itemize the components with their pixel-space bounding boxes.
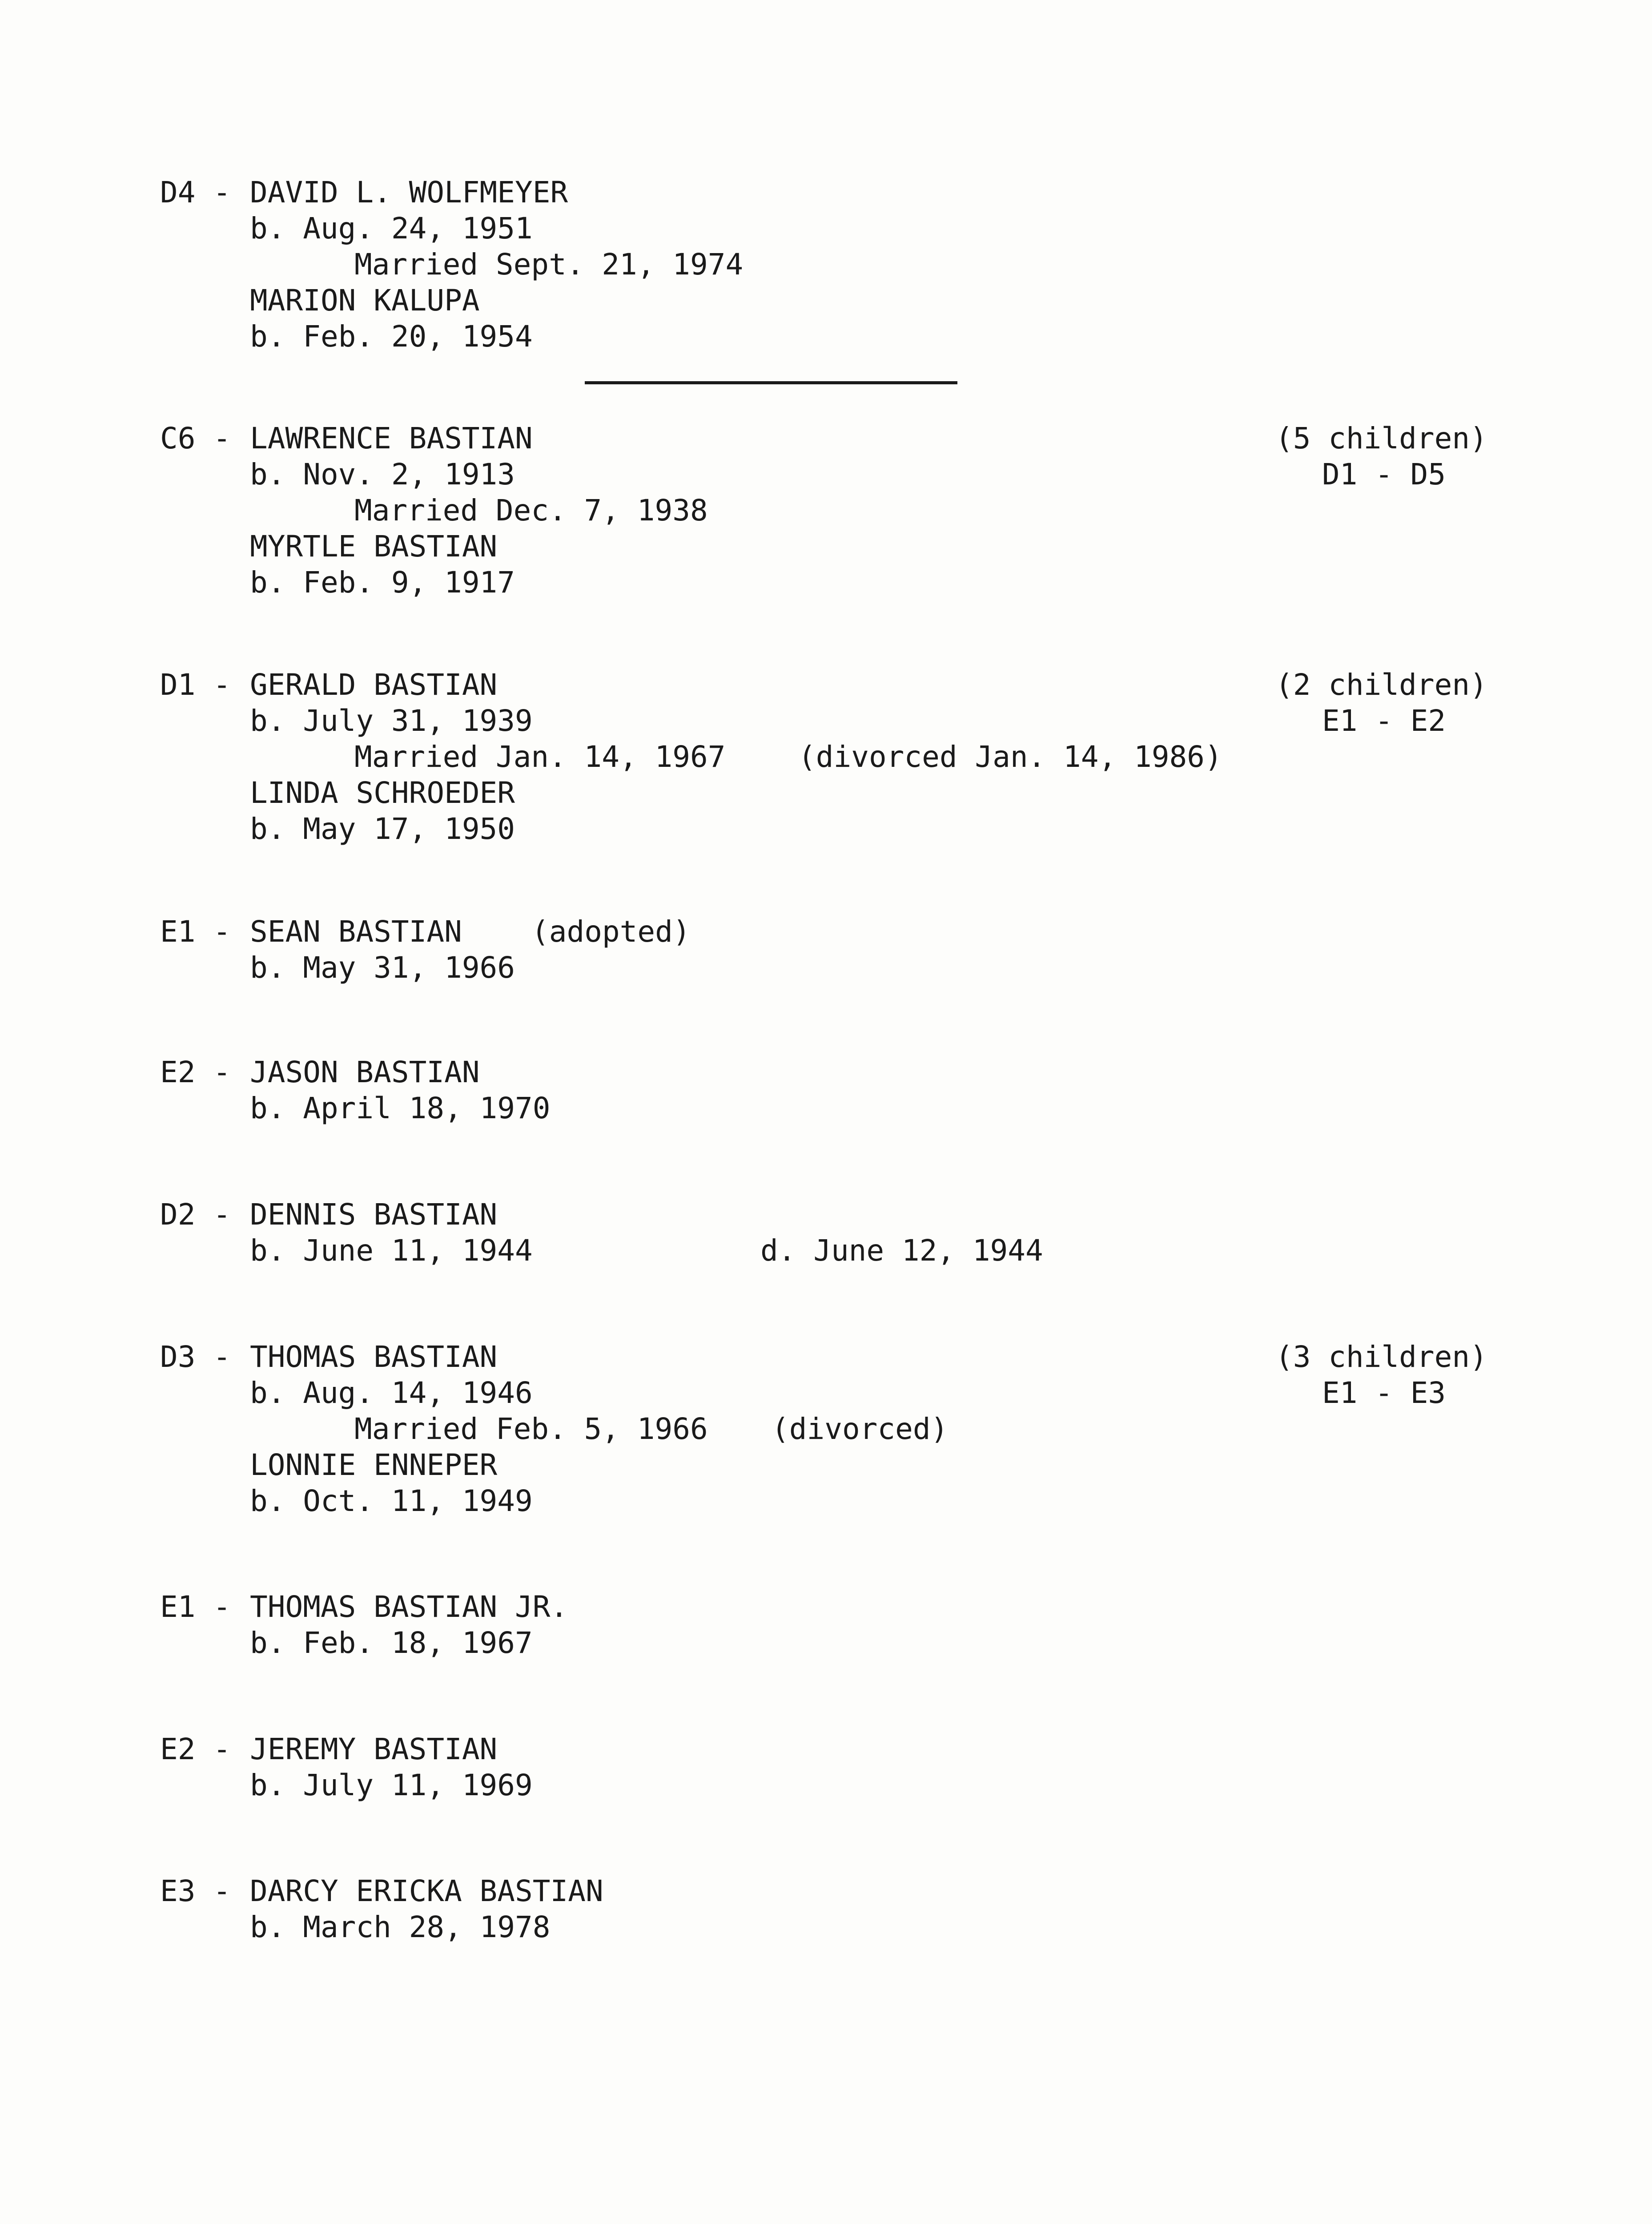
entry-spouse: MARION KALUPA <box>250 283 480 318</box>
entry-children-range: D1 - D5 <box>1322 457 1446 492</box>
entry-note: (divorced Jan. 14, 1986) <box>798 740 1222 774</box>
entry-married: Married Feb. 5, 1966 <box>354 1412 708 1446</box>
entry-born: b. July 11, 1969 <box>250 1768 533 1802</box>
entry-born: b. June 11, 1944 <box>250 1233 533 1268</box>
entry-note: (divorced) <box>772 1412 949 1446</box>
entry-children: (5 children) <box>1275 421 1487 455</box>
entry-name: JEREMY BASTIAN <box>250 1732 498 1766</box>
entry-spouse: LINDA SCHROEDER <box>250 776 515 810</box>
entry-born: b. Aug. 14, 1946 <box>250 1376 533 1410</box>
entry-name: GERALD BASTIAN <box>250 668 498 702</box>
entry-born: b. Aug. 24, 1951 <box>250 211 533 246</box>
entry-name: LAWRENCE BASTIAN <box>250 421 533 455</box>
entry-born: b. Nov. 2, 1913 <box>250 457 515 492</box>
entry-children: (3 children) <box>1275 1340 1487 1374</box>
entry-name: THOMAS BASTIAN <box>250 1340 498 1374</box>
entry-married: Married Dec. 7, 1938 <box>354 493 708 528</box>
entry-born: b. Feb. 18, 1967 <box>250 1626 533 1660</box>
entry-name: DARCY ERICKA BASTIAN <box>250 1874 603 1908</box>
entry-spouse: LONNIE ENNEPER <box>250 1448 498 1482</box>
entry-code: D3 - <box>160 1340 231 1374</box>
section-divider <box>585 381 957 384</box>
entry-code: E1 - <box>160 915 231 949</box>
entry-spouse: MYRTLE BASTIAN <box>250 529 498 564</box>
entry-born: b. April 18, 1970 <box>250 1091 551 1125</box>
entry-code: E2 - <box>160 1732 231 1766</box>
entry-died: d. June 12, 1944 <box>760 1233 1043 1268</box>
entry-note: (adopted) <box>531 915 691 949</box>
entry-code: D1 - <box>160 668 231 702</box>
entry-spouse-born: b. Feb. 20, 1954 <box>250 319 533 354</box>
entry-children: (2 children) <box>1275 668 1487 702</box>
entry-spouse-born: b. Oct. 11, 1949 <box>250 1484 533 1518</box>
entry-children-range: E1 - E2 <box>1322 704 1446 738</box>
entry-spouse-born: b. Feb. 9, 1917 <box>250 565 515 600</box>
entry-born: b. July 31, 1939 <box>250 704 533 738</box>
entry-married: Married Sept. 21, 1974 <box>354 247 744 282</box>
entry-name: JASON BASTIAN <box>250 1055 480 1089</box>
entry-code: E3 - <box>160 1874 231 1908</box>
entry-code: E2 - <box>160 1055 231 1089</box>
entry-code: C6 - <box>160 421 231 455</box>
entry-born: b. May 31, 1966 <box>250 951 515 985</box>
entry-spouse-born: b. May 17, 1950 <box>250 812 515 846</box>
entry-name: DENNIS BASTIAN <box>250 1197 498 1232</box>
entry-name: DAVID L. WOLFMEYER <box>250 175 568 210</box>
entry-children-range: E1 - E3 <box>1322 1376 1446 1410</box>
entry-name: THOMAS BASTIAN JR. <box>250 1590 568 1624</box>
entry-name: SEAN BASTIAN <box>250 915 462 949</box>
entry-born: b. March 28, 1978 <box>250 1910 551 1944</box>
entry-married: Married Jan. 14, 1967 <box>354 740 726 774</box>
entry-code: D2 - <box>160 1197 231 1232</box>
entry-code: E1 - <box>160 1590 231 1624</box>
entry-code: D4 - <box>160 175 231 210</box>
